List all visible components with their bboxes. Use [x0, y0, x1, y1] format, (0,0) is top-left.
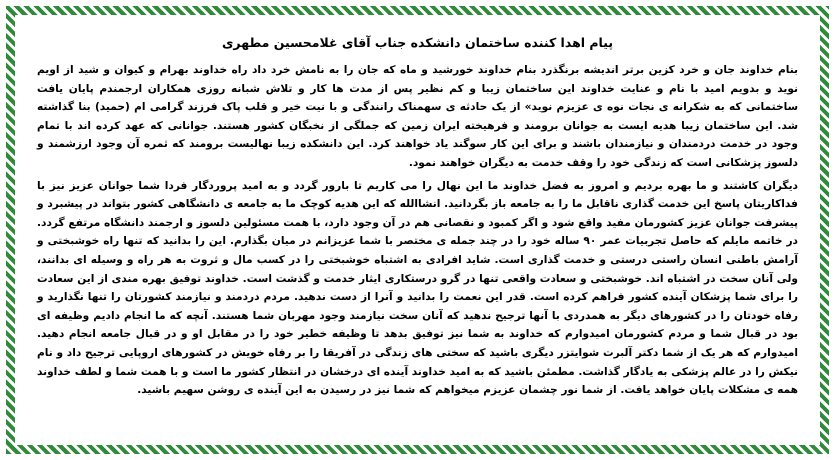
- document-title: پیام اهدا کننده ساختمان دانشکده جناب آقای غلامحسین مطهری: [221, 35, 614, 50]
- paragraph-2: دیگران کاشتند و ما بهره بردیم و امروز به فضل خداوند ما این نهال را می کاریم تا بارور گردد و به امید پروردگار فردا شما جوانان عزیز نیز با فداکاریتان پاسخ این خدمت گذاری ناقابل ما را به جامعه باز بگردانید. انشاالله که این هدیه کوچک ما به جامعه ی دانشگاهی کشور بتواند در پیشبرد و پیشرفت جوانان عزیز کشورمان مفید واقع شود و اگر کمبود و نقصانی هم در آن وجود دارد، با همت مسئولین دلسوز و ارجمند دانشگاه مرتفع گردد. در خاتمه مایلم که حاصل تجربیات عمر ۹۰ ساله خود را در چند جمله ی مختصر با شما عزیزانم در میان بگذارم. این را بدانید که تنها راه خوشبختی و آرامش باطنی انسان راستی درستی و خدمت گذاری است. شاید افرادی به اشتباه خوشبختی را در کسب مال و ثروت به هر راه و وسیله ای بدانند، ولی آنان سخت در اشتباه اند. خوشبختی و سعادت واقعی تنها در گرو درستکاری ایثار خدمت و گذشت است. خداوند توفیق بهره مندی از این سعادت را برای شما پزشکان آینده کشور فراهم کرده است. قدر این نعمت را بدانید و آنرا از دست ندهید. مردم دردمند و نیازمند کشورتان را تنها نگذارید و رفاه خودتان را در کشورهای دیگر به همدردی با آنها ترجیح ندهید که آنان سخت نیازمند وجود مهربان شما هستند. آنچه که ما انجام دادیم وظیفه ای بود در قبال شما و مردم کشورمان امیدوارم که خداوند به شما نیز توفیق بدهد تا وظیفه خطیر خود را در مقابل او و در قبال جامعه انجام دهید. امیدوارم که هر یک از شما دکتر آلبرت شوایتزر دیگری باشید که سختی های زندگی در آفریقا را بر رفاه خویش در کشورهای اروپایی ترجیح داد و نام نیکش را در عالم پزشکی به یادگار گذاشت. مطمئن باشید که به امید خداوند آینده ای درخشان در انتظار کشور ما است و با همت شما و لطف خداوند همه ی مشکلات پایان خواهد یافت. از شما نور چشمان عزیزم میخواهم که شما نیز در رسیدن به این آینده ی روشن سهیم باشید.: [37, 179, 798, 397]
- decorative-border: [6, 6, 829, 454]
- document-body: [37, 33, 798, 427]
- paragraph-1: بنام خداوند جان و خرد کزین برتر اندیشه برنگذرد بنام خداوند خورشید و ماه که جان را به نامش خرد داد راه خداوند بهرام و کیوان و شید از اویم نوید و بدویم امید با نام و عنایت خداوند این ساختمان زیبا و کم نظیر پس از مدت ها کار و تلاش شبانه روزی همکاران ارجمندم پایان یافت ساختمانی که به شکرانه ی نجات نوه ی عزیزم نوید» از یک حادثه ی سهمناک رانندگی و با نیت خیر و قلب پاک فرزند گرامی ام (حمید) بنا گذاشته شد. این ساختمان زیبا هدیه ایست به جوانان برومند و فرهیخته ایران زمین که جملگی از نخبگان کشور هستند. جوانانی که عهد کرده اند با تمام وجود در خدمت دردمندان و نیازمندان باشند و برای این کار سوگند یاد خواهند کرد. این دانشکده زیبا نهالیست برومند که ثمره آن وجود ارزشمند و دلسوز پزشکانی است که زندگی خود را وقف خدمت به دیگران خواهند نمود.: [37, 64, 798, 169]
